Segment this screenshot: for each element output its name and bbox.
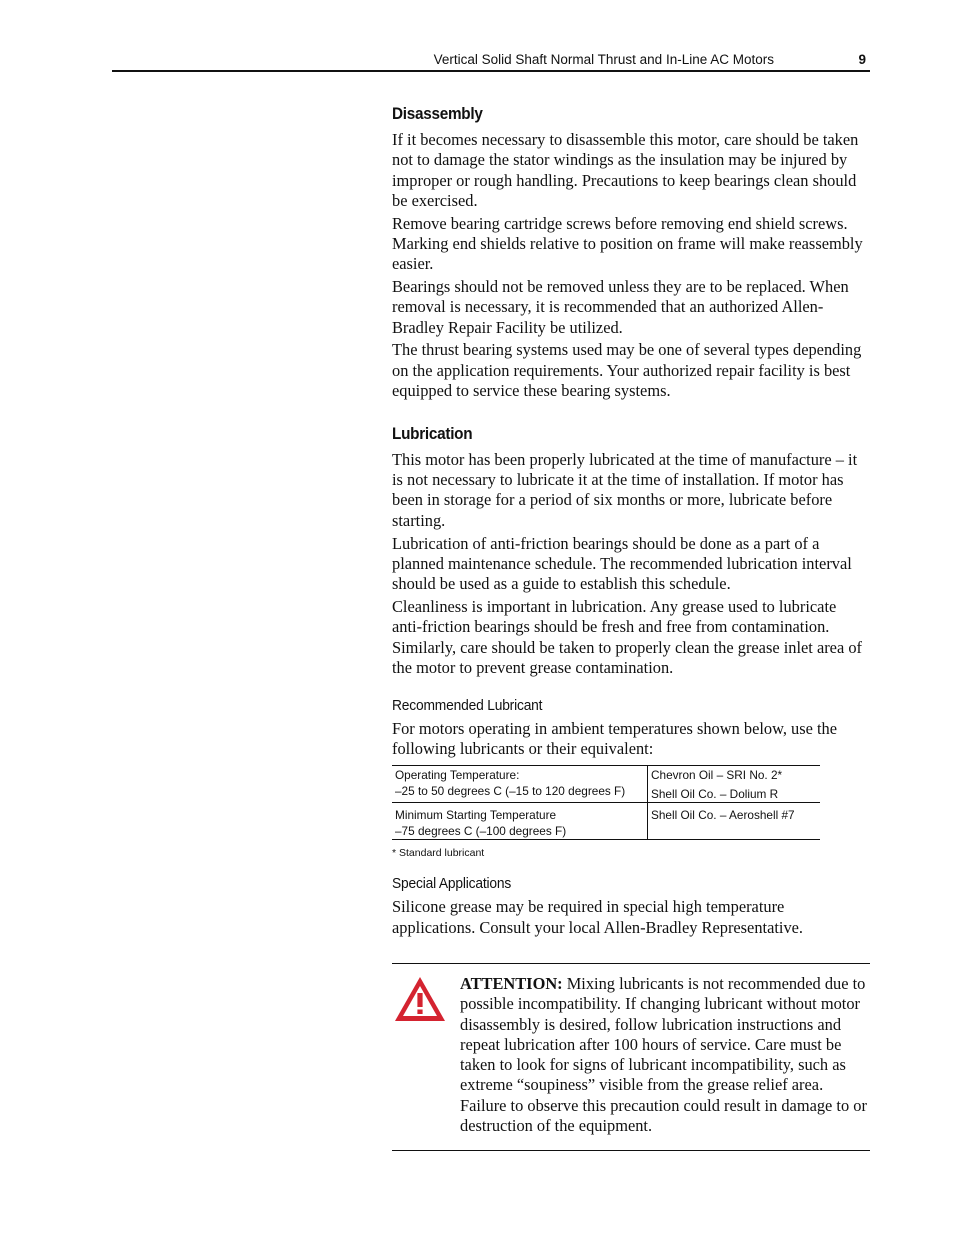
header-rule bbox=[112, 70, 870, 72]
condition-range: –25 to 50 degrees C (–15 to 120 degrees F) bbox=[395, 784, 626, 799]
disassembly-paragraph: Remove bearing cartridge screws before removing end shield screws. Marking end shields relative to position on frame will make reassembly easier. bbox=[392, 213, 863, 274]
condition-label: Operating Temperature: bbox=[395, 768, 520, 783]
disassembly-paragraph: The thrust bearing systems used may be one of several types depending on the application requirements. Your authorized repair facility is best equipped to service these bearing systems. bbox=[392, 340, 862, 401]
table-cell-condition bbox=[392, 803, 648, 840]
lubricant-table bbox=[392, 765, 820, 840]
main-content bbox=[392, 104, 870, 940]
table-row bbox=[392, 803, 820, 840]
lubrication-paragraph: Lubrication of anti-friction bearings should be done as a part of a planned maintenance schedule. The recommended lubrication interval should be used as a guide to establish this schedule. bbox=[392, 533, 852, 594]
condition-label: Minimum Starting Temperature bbox=[395, 808, 557, 823]
table-cell-lubricants bbox=[648, 766, 821, 803]
special-applications-text: Silicone grease may be required in special high temperature applications. Consult your local Allen-Bradley Representative. bbox=[392, 897, 804, 937]
attention-text bbox=[460, 974, 870, 1136]
condition-range: –75 degrees C (–100 degrees F) bbox=[395, 824, 567, 839]
recommended-lubricant-intro: For motors operating in ambient temperatures shown below, use the following lubricants or their equivalent: bbox=[392, 718, 838, 758]
disassembly-paragraph: If it becomes necessary to disassemble this motor, care should be taken not to damage the stator windings as the insulation may be injured by improper or rough handling. Precautions to keep bearings clean should be exercised. bbox=[392, 130, 859, 210]
attention-box bbox=[392, 963, 870, 1151]
table-cell-lubricants bbox=[648, 803, 821, 840]
special-applications-heading: Special Applications bbox=[392, 875, 512, 893]
table-row bbox=[392, 766, 820, 803]
running-header-title: Vertical Solid Shaft Normal Thrust and In-Line AC Motors bbox=[433, 52, 774, 67]
disassembly-heading: Disassembly bbox=[392, 104, 483, 123]
recommended-lubricant-heading: Recommended Lubricant bbox=[392, 696, 543, 714]
page-number: 9 bbox=[858, 52, 866, 67]
lubricant-name: Chevron Oil – SRI No. 2* bbox=[651, 768, 783, 783]
lubricant-name: Shell Oil Co. – Dolium R bbox=[651, 787, 779, 802]
table-cell-condition bbox=[392, 766, 648, 803]
table-footnote: * Standard lubricant bbox=[392, 847, 485, 860]
lubrication-paragraph: Cleanliness is important in lubrication. Any grease used to lubricate anti-friction bearings should be fresh and free from contamination. Similarly, care should be taken to properly clean the grease inlet area of the motor to prevent grease contamination. bbox=[392, 596, 862, 677]
disassembly-paragraph: Bearings should not be removed unless they are to be replaced. When removal is necessary, it is recommended that an authorized Allen-Bradley Repair Facility be utilized. bbox=[392, 277, 849, 337]
lubrication-paragraph: This motor has been properly lubricated at the time of manufacture – it is not necessary to lubricate it at the time of installation. If motor has been in storage for a period of six months or more, lubricate before starting. bbox=[392, 449, 858, 530]
attention-label: ATTENTION: bbox=[460, 974, 567, 993]
lubrication-heading: Lubrication bbox=[392, 423, 473, 443]
attention-message: Mixing lubricants is not recommended due to possible incompatibility. If changing lubricant without motor disassembly is desired, follow lubrication instructions and repeat lubrication after 100 hours of service. Care must be taken to look for signs of lubricant incompatibility, such as extreme “soupiness” visible from the grease relief area. Failure to observe this precaution could result in damage to or destruction of the equipment. bbox=[460, 974, 867, 1136]
lubricant-name: Shell Oil Co. – Aeroshell #7 bbox=[651, 808, 795, 823]
warning-triangle-icon bbox=[394, 976, 446, 1022]
